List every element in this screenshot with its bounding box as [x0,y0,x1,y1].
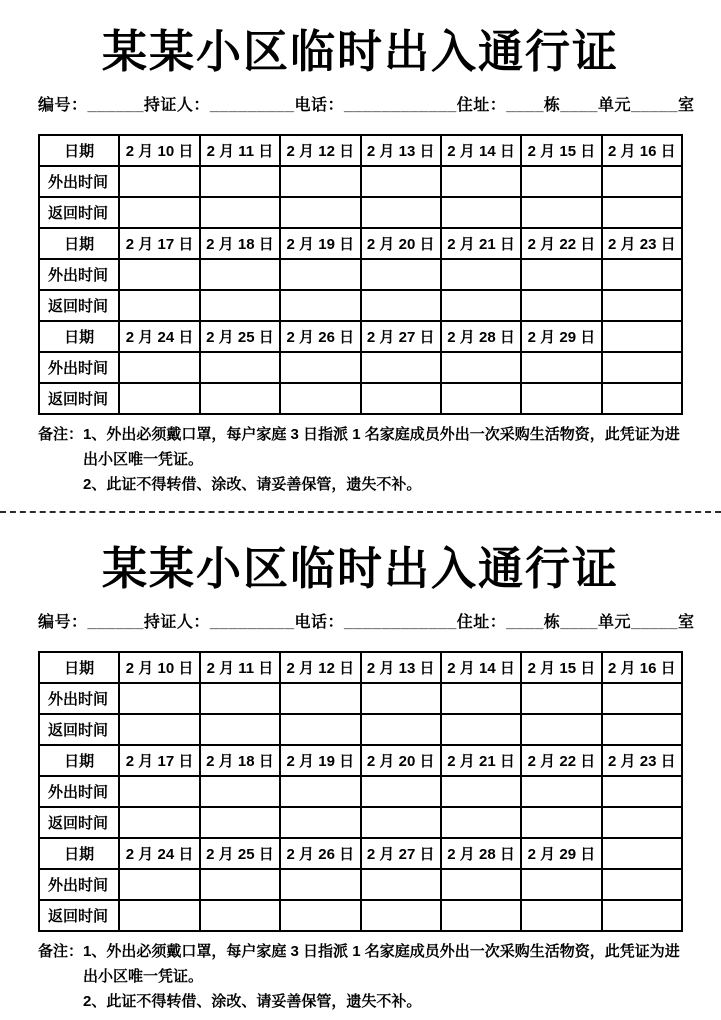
holder-info-line: 编号：______持证人：_________电话：____________住址：____栋____单元_____室 [38,97,695,114]
note-item-1: 1、外出必须戴口罩，每户家庭 3 日指派 1 名家庭成员外出一次采购生活物资，此凭证为进出小区唯一凭证。 [83,943,680,985]
time-entry-cell [119,807,199,838]
row-label-cell: 日期 [39,321,119,352]
time-entry-cell [280,869,360,900]
time-entry-cell [361,383,441,414]
row-label-cell: 返回时间 [39,807,119,838]
time-entry-row [39,807,682,838]
time-entry-cell [119,197,199,228]
row-label-cell: 外出时间 [39,776,119,807]
row-label-cell: 返回时间 [39,900,119,931]
time-entry-cell [602,683,682,714]
date-cell: 2 月 25 日 [200,321,280,352]
time-entry-cell [200,776,280,807]
date-header-row [39,745,682,776]
date-cell: 2 月 20 日 [361,745,441,776]
date-cell: 2 月 24 日 [119,321,199,352]
row-label-cell: 返回时间 [39,197,119,228]
date-cell: 2 月 13 日 [361,135,441,166]
row-label-cell: 外出时间 [39,259,119,290]
time-entry-cell [441,807,521,838]
date-cell: 2 月 20 日 [361,228,441,259]
date-cell: 2 月 26 日 [280,838,360,869]
time-entry-cell [441,714,521,745]
notes-body [83,939,683,1014]
date-header-row [39,321,682,352]
date-cell: 2 月 22 日 [521,228,601,259]
time-entry-cell [280,259,360,290]
time-entry-cell [602,352,682,383]
time-entry-cell [602,259,682,290]
time-entry-cell [280,683,360,714]
time-entry-cell [441,352,521,383]
row-label-cell: 外出时间 [39,352,119,383]
time-entry-cell [200,352,280,383]
time-entry-cell [361,807,441,838]
time-entry-cell [200,166,280,197]
time-entry-cell [521,869,601,900]
time-entry-cell [119,383,199,414]
time-entry-cell [119,259,199,290]
note-item-2: 2、此证不得转借、涂改、请妥善保管，遗失不补。 [83,476,422,493]
time-entry-cell [441,166,521,197]
time-entry-cell [280,714,360,745]
time-entry-cell [280,197,360,228]
row-label-cell: 返回时间 [39,383,119,414]
time-entry-cell [119,683,199,714]
date-cell: 2 月 18 日 [200,745,280,776]
time-entry-cell [361,869,441,900]
date-cell: 2 月 23 日 [602,228,682,259]
time-entry-cell [200,290,280,321]
time-entry-cell [521,900,601,931]
date-cell: 2 月 15 日 [521,652,601,683]
notes-section [38,422,683,497]
time-entry-row [39,166,682,197]
date-cell: 2 月 22 日 [521,745,601,776]
time-entry-cell [200,197,280,228]
time-entry-cell [441,197,521,228]
time-entry-cell [119,166,199,197]
date-cell: 2 月 12 日 [280,135,360,166]
date-cell [602,838,682,869]
time-entry-row [39,197,682,228]
time-entry-cell [280,807,360,838]
time-entry-cell [361,166,441,197]
date-cell: 2 月 18 日 [200,228,280,259]
date-cell: 2 月 27 日 [361,838,441,869]
schedule-table [38,134,683,415]
time-entry-cell [441,776,521,807]
time-entry-cell [119,290,199,321]
time-entry-cell [280,383,360,414]
time-entry-row [39,776,682,807]
date-header-row [39,838,682,869]
date-cell: 2 月 10 日 [119,652,199,683]
time-entry-row [39,352,682,383]
time-entry-cell [602,714,682,745]
date-cell: 2 月 15 日 [521,135,601,166]
date-cell: 2 月 19 日 [280,228,360,259]
date-cell: 2 月 24 日 [119,838,199,869]
time-entry-cell [200,259,280,290]
time-entry-cell [441,290,521,321]
schedule-table [38,651,683,932]
notes-label: 备注： [38,426,84,443]
time-entry-cell [361,259,441,290]
time-entry-cell [602,197,682,228]
time-entry-cell [602,807,682,838]
time-entry-cell [602,166,682,197]
notes-body [83,422,683,497]
time-entry-row [39,900,682,931]
row-label-cell: 返回时间 [39,714,119,745]
row-label-cell: 日期 [39,745,119,776]
time-entry-row [39,869,682,900]
time-entry-row [39,259,682,290]
time-entry-cell [441,869,521,900]
note-item-1: 1、外出必须戴口罩，每户家庭 3 日指派 1 名家庭成员外出一次采购生活物资，此凭证为进出小区唯一凭证。 [83,426,680,468]
row-label-cell: 返回时间 [39,290,119,321]
row-label-cell: 日期 [39,838,119,869]
time-entry-cell [361,900,441,931]
date-cell: 2 月 23 日 [602,745,682,776]
time-entry-cell [119,869,199,900]
row-label-cell: 日期 [39,652,119,683]
date-cell: 2 月 12 日 [280,652,360,683]
date-cell: 2 月 21 日 [441,745,521,776]
row-label-cell: 外出时间 [39,683,119,714]
time-entry-row [39,290,682,321]
time-entry-cell [119,352,199,383]
time-entry-cell [521,259,601,290]
time-entry-cell [200,714,280,745]
date-cell: 2 月 28 日 [441,321,521,352]
time-entry-cell [119,714,199,745]
time-entry-row [39,683,682,714]
time-entry-row [39,383,682,414]
row-label-cell: 日期 [39,228,119,259]
time-entry-cell [441,900,521,931]
note-item-2: 2、此证不得转借、涂改、请妥善保管，遗失不补。 [83,993,422,1010]
notes-section [38,939,683,1014]
time-entry-cell [280,166,360,197]
time-entry-cell [521,683,601,714]
date-cell: 2 月 10 日 [119,135,199,166]
cut-line-separator [0,511,721,513]
time-entry-cell [521,197,601,228]
time-entry-cell [441,383,521,414]
time-entry-cell [280,290,360,321]
time-entry-cell [200,900,280,931]
time-entry-cell [521,714,601,745]
pass-title: 某某小区临时出入通行证 [101,543,619,594]
time-entry-row [39,714,682,745]
date-header-row [39,652,682,683]
date-cell: 2 月 27 日 [361,321,441,352]
time-entry-cell [602,290,682,321]
time-entry-cell [361,197,441,228]
date-header-row [39,228,682,259]
date-cell: 2 月 29 日 [521,838,601,869]
date-cell [602,321,682,352]
date-cell: 2 月 16 日 [602,652,682,683]
time-entry-cell [361,352,441,383]
time-entry-cell [200,383,280,414]
time-entry-cell [119,900,199,931]
date-cell: 2 月 21 日 [441,228,521,259]
row-label-cell: 外出时间 [39,166,119,197]
date-cell: 2 月 13 日 [361,652,441,683]
row-label-cell: 日期 [39,135,119,166]
time-entry-cell [521,290,601,321]
time-entry-cell [200,869,280,900]
holder-info-line: 编号：______持证人：_________电话：____________住址：____栋____单元_____室 [38,614,695,631]
notes-label: 备注： [38,943,84,960]
time-entry-cell [361,683,441,714]
date-cell: 2 月 19 日 [280,745,360,776]
time-entry-cell [521,352,601,383]
date-cell: 2 月 11 日 [200,135,280,166]
date-cell: 2 月 26 日 [280,321,360,352]
date-cell: 2 月 14 日 [441,652,521,683]
date-cell: 2 月 29 日 [521,321,601,352]
time-entry-cell [602,900,682,931]
time-entry-cell [361,290,441,321]
time-entry-cell [521,166,601,197]
time-entry-cell [602,776,682,807]
time-entry-cell [602,869,682,900]
date-cell: 2 月 17 日 [119,228,199,259]
time-entry-cell [441,683,521,714]
time-entry-cell [280,776,360,807]
time-entry-cell [200,683,280,714]
time-entry-cell [441,259,521,290]
date-header-row [39,135,682,166]
time-entry-cell [361,776,441,807]
pass-copy-1 [38,22,695,497]
time-entry-cell [200,807,280,838]
time-entry-cell [280,900,360,931]
time-entry-cell [521,776,601,807]
pass-copy-2 [38,539,695,1014]
time-entry-cell [280,352,360,383]
date-cell: 2 月 25 日 [200,838,280,869]
date-cell: 2 月 14 日 [441,135,521,166]
time-entry-cell [602,383,682,414]
time-entry-cell [119,776,199,807]
time-entry-cell [521,807,601,838]
date-cell: 2 月 11 日 [200,652,280,683]
date-cell: 2 月 28 日 [441,838,521,869]
time-entry-cell [361,714,441,745]
row-label-cell: 外出时间 [39,869,119,900]
date-cell: 2 月 16 日 [602,135,682,166]
pass-title: 某某小区临时出入通行证 [101,26,619,77]
date-cell: 2 月 17 日 [119,745,199,776]
time-entry-cell [521,383,601,414]
